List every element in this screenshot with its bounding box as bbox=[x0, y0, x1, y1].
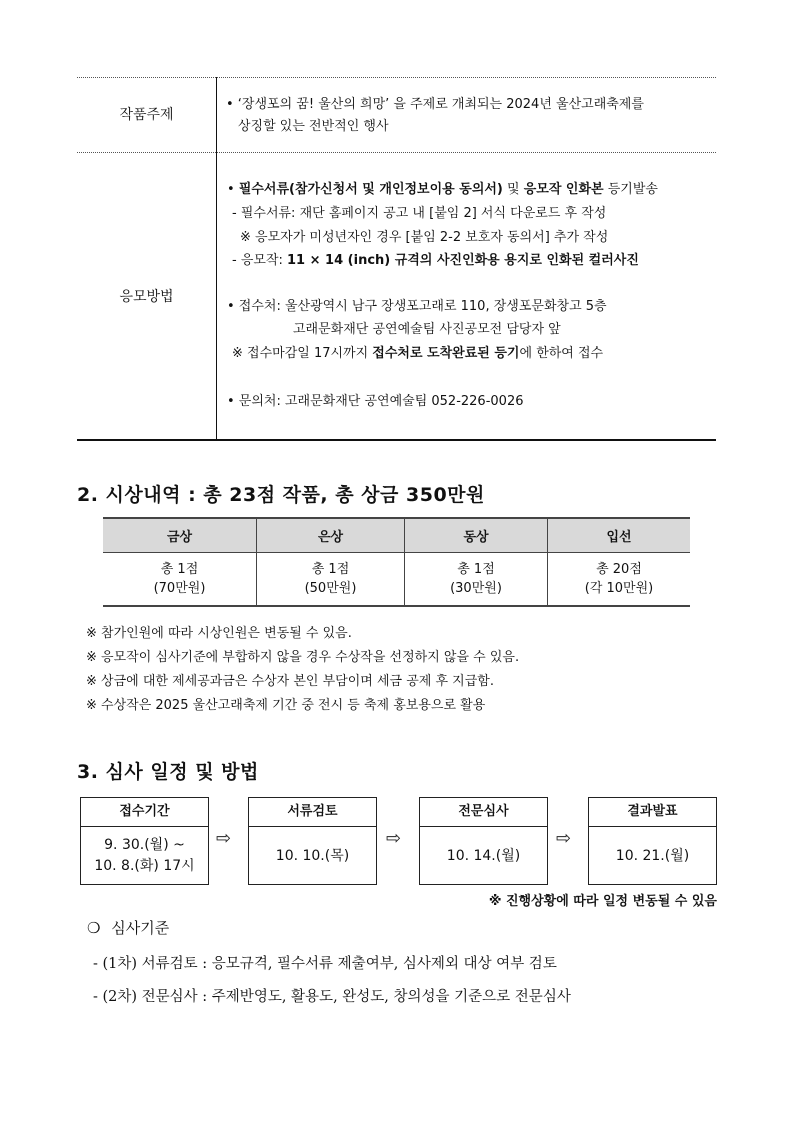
award-header-bronze: 동상 bbox=[405, 518, 548, 553]
theme-line-1: • ‘장생포의 꿈! 울산의 희망’ 을 주제로 개최되는 2024년 울산고래축제를 bbox=[226, 97, 644, 112]
step-title: 결과발표 bbox=[589, 798, 716, 827]
step-date: 10. 10.(목) bbox=[275, 847, 350, 864]
docs-bold-1: 필수서류(참가신청서 및 개인정보이용 동의서) bbox=[238, 182, 503, 197]
award-note-2: ※ 응모작이 심사기준에 부합하지 않을 경우 수상작을 선정하지 않을 수 있음. bbox=[86, 650, 520, 665]
deadline-prefix: ※ 접수마감일 17시까지 bbox=[232, 346, 373, 361]
award-prize: (70만원) bbox=[153, 581, 206, 596]
award-count: 총 1점 bbox=[457, 562, 495, 577]
award-count: 총 1점 bbox=[311, 562, 350, 577]
award-note-4: ※ 수상작은 2025 울산고래축제 기간 중 전시 등 축제 홍보용으로 활용 bbox=[86, 698, 486, 713]
deadline-tail: 에 한하여 접수 bbox=[519, 346, 604, 361]
docs-line-3: ※ 응모자가 미성년자인 경우 [붙임 2-2 보호자 동의서] 추가 작성 bbox=[240, 230, 609, 245]
award-cell-silver bbox=[257, 553, 405, 607]
row-label-method: 응모방법 bbox=[119, 289, 174, 305]
award-header-merit: 입선 bbox=[548, 518, 691, 553]
award-count: 총 20점 bbox=[596, 562, 642, 577]
criteria-line-1: - (1차) 서류검토 : 응모규격, 필수서류 제출여부, 심사제외 대상 여부 검토 bbox=[93, 956, 557, 972]
arrow-icon: ⇨ bbox=[556, 828, 572, 849]
contact-line: • 문의처: 고래문화재단 공연예술팀 052-226-0026 bbox=[227, 394, 524, 409]
section-2-heading: 2. 시상내역 : 총 23점 작품, 총 상금 350만원 bbox=[77, 484, 485, 506]
step-body bbox=[589, 827, 716, 885]
step-body bbox=[81, 827, 208, 885]
table-top-border bbox=[77, 77, 716, 78]
award-prize: (30만원) bbox=[450, 581, 502, 596]
award-prize: (50만원) bbox=[304, 581, 357, 596]
address-line-2: 고래문화재단 공연예술팀 사진공모전 담당자 앞 bbox=[293, 322, 561, 337]
deadline-line bbox=[232, 345, 603, 363]
step-date: 10. 14.(월) bbox=[446, 847, 521, 864]
criteria-title: 심사기준 bbox=[111, 919, 170, 937]
docs-line-2: - 필수서류: 재단 홈페이지 공고 내 [붙임 2] 서식 다운로드 후 작성 bbox=[232, 206, 607, 221]
criteria-heading bbox=[87, 918, 169, 938]
table-column-divider bbox=[216, 77, 217, 440]
award-note-3: ※ 상금에 대한 제세공과금은 수상자 본인 부담이며 세금 공제 후 지급함. bbox=[86, 674, 494, 689]
step-body bbox=[420, 827, 547, 885]
step-date-line-2: 10. 8.(화) 17시 bbox=[94, 858, 195, 874]
step-box-announcement bbox=[588, 797, 717, 885]
award-header-row bbox=[103, 518, 690, 553]
award-header-gold: 금상 bbox=[103, 518, 257, 553]
award-prize: (각 10만원) bbox=[584, 581, 654, 596]
arrow-icon: ⇨ bbox=[386, 828, 402, 849]
deadline-bold: 접수처로 도착완료된 등기 bbox=[372, 346, 520, 361]
section-3-heading: 3. 심사 일정 및 방법 bbox=[77, 761, 259, 783]
award-cell-bronze bbox=[405, 553, 548, 607]
table-bottom-border bbox=[77, 439, 716, 441]
award-cell-gold bbox=[103, 553, 257, 607]
schedule-note: ※ 진행상황에 따라 일정 변동될 수 있음 bbox=[488, 894, 717, 909]
docs-and: 및 bbox=[502, 182, 524, 197]
table-row-divider bbox=[77, 152, 716, 153]
docs-line-4-bold: 11 × 14 (inch) 규격의 사진인화용 용지로 인화된 컬러사진 bbox=[287, 253, 639, 268]
step-title: 전문심사 bbox=[420, 798, 547, 827]
step-date: 10. 21.(월) bbox=[615, 847, 690, 864]
docs-line-1 bbox=[227, 181, 658, 199]
award-value-row bbox=[103, 553, 690, 607]
theme-line-2: 상징할 있는 전반적인 행사 bbox=[238, 119, 389, 134]
step-body bbox=[249, 827, 376, 885]
step-date-line-1: 9. 30.(월) ~ bbox=[104, 837, 185, 853]
docs-tail: 등기발송 bbox=[603, 182, 658, 197]
award-count: 총 1점 bbox=[160, 562, 199, 577]
criteria-line-2: - (2차) 전문심사 : 주제반영도, 활용도, 완성도, 창의성을 기준으로 전문심사 bbox=[93, 989, 571, 1005]
award-header-silver: 은상 bbox=[257, 518, 405, 553]
step-box-reception bbox=[80, 797, 209, 885]
award-cell-merit bbox=[548, 553, 691, 607]
docs-line-4 bbox=[232, 252, 639, 270]
docs-line-4-prefix: - 응모작: bbox=[232, 253, 288, 268]
address-line-1: • 접수처: 울산광역시 남구 장생포고래로 110, 장생포문화창고 5층 bbox=[227, 299, 607, 314]
row-label-theme: 작품주제 bbox=[119, 107, 174, 123]
step-box-document-review bbox=[248, 797, 377, 885]
docs-bullet: • bbox=[227, 182, 235, 197]
step-title: 서류검토 bbox=[249, 798, 376, 827]
step-box-expert-review bbox=[419, 797, 548, 885]
award-table bbox=[103, 517, 690, 607]
arrow-icon: ⇨ bbox=[216, 828, 232, 849]
award-note-1: ※ 참가인원에 따라 시상인원은 변동될 수 있음. bbox=[86, 626, 352, 641]
criteria-bullet-icon: ❍ bbox=[87, 919, 101, 937]
docs-bold-2: 응모작 인화본 bbox=[523, 182, 604, 197]
step-title: 접수기간 bbox=[81, 798, 208, 827]
